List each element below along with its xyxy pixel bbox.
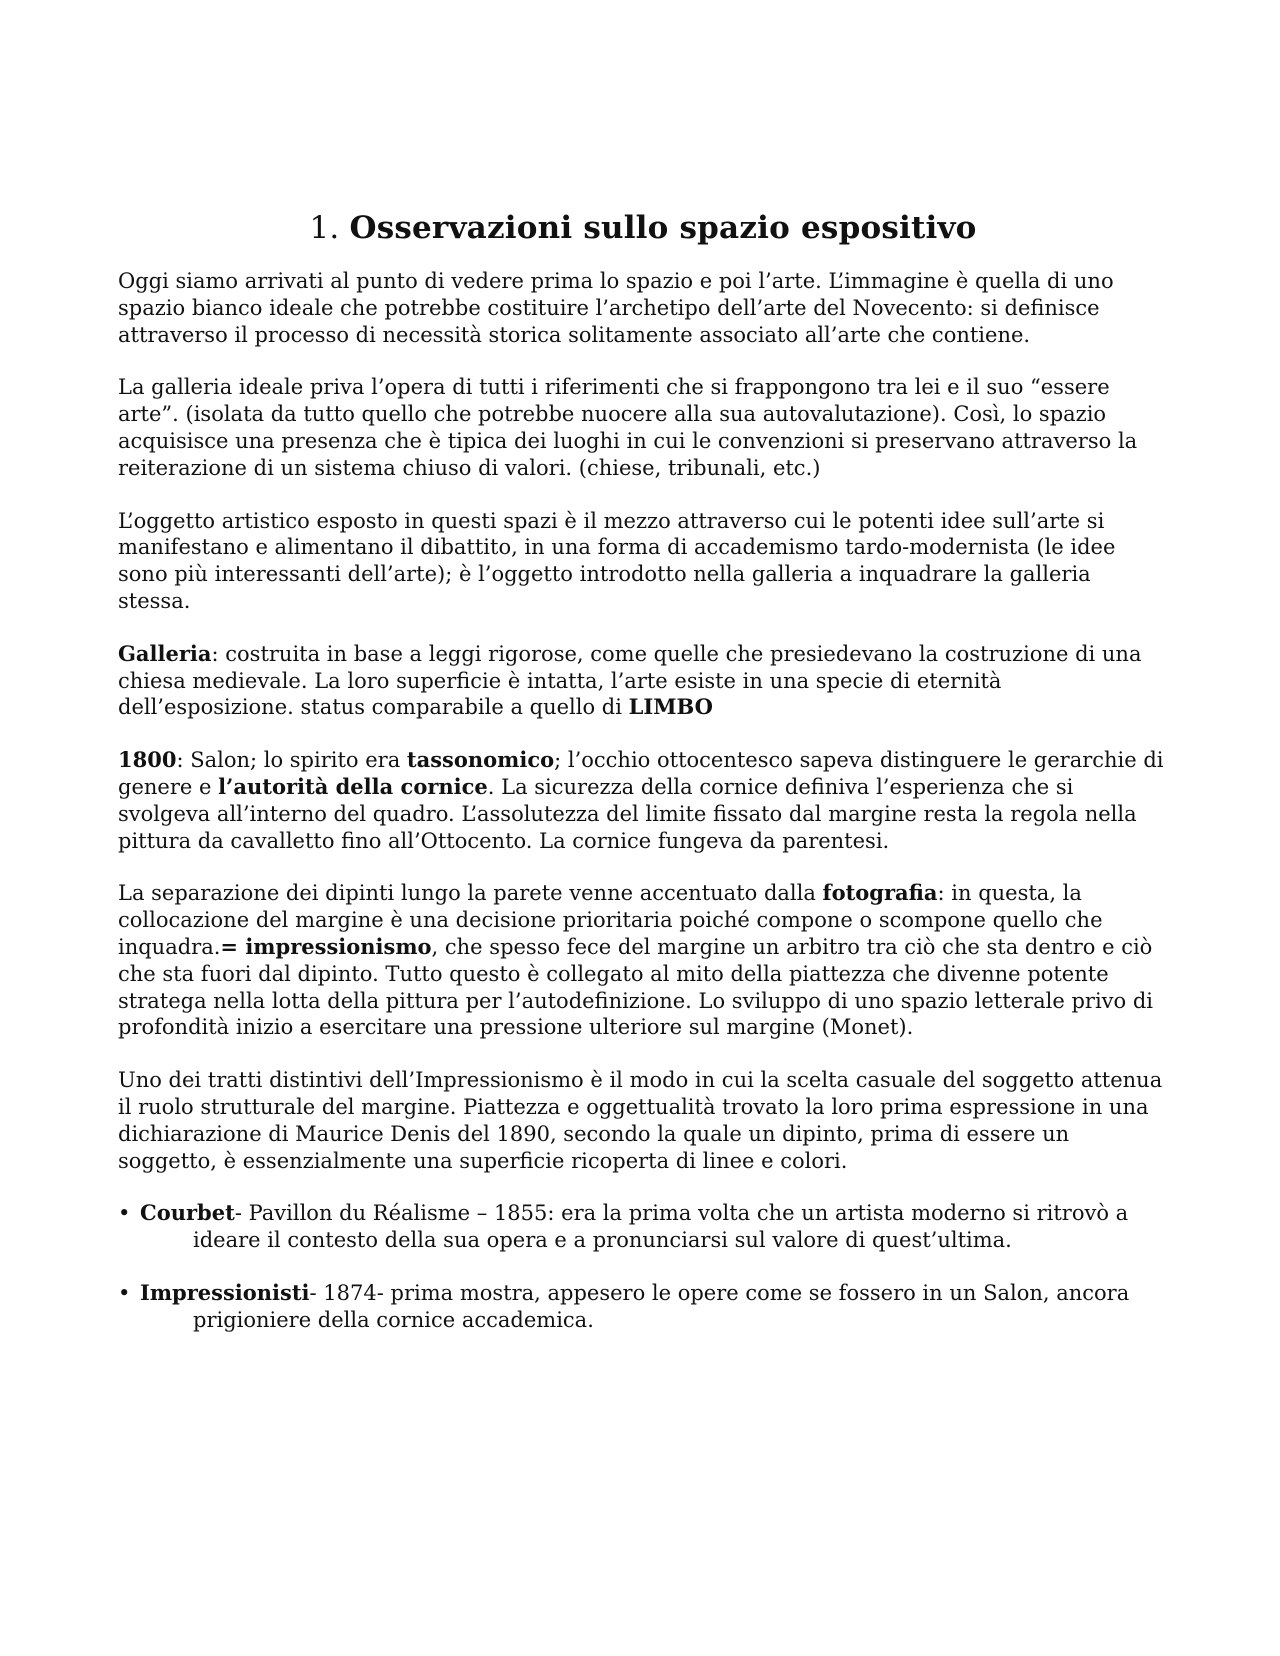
text-run: La separazione dei dipinti lungo la parete venne accentuato dalla xyxy=(118,881,823,906)
text-run: , che spesso fece del margine un arbitro tra ciò che sta dentro e ciò che sta fuori dal dipinto. Tutto questo è collegato al mito della piattezza che divenne potente stratega nella lotta della pittura per l’autodefinizione. Lo sviluppo di uno spazio letterale privo di profondità inizio a esercitare una pressione ulteriore sul margine (Monet). xyxy=(118,934,1154,1040)
bullet-marker: • xyxy=(118,1201,131,1226)
text-run: La galleria ideale priva l’opera di tutti i riferimenti che si frappongono tra lei e il suo “essere arte”. (isolata da tutto quello che potrebbe nuocere alla sua autovalutazione). Così, lo spazio acquisisce una presenza che è tipica dei luoghi in cui le convenzioni si preservano attraverso la reiterazione di un sistema chiuso di valori. (chiese, tribunali, etc.) xyxy=(118,375,1138,480)
text-run: Uno dei tratti distintivi dell’Impressionismo è il modo in cui la scelta casuale del soggetto attenua il ruolo strutturale del margine. Piattezza e oggettualità trovato la loro prima espressione in una dichiarazione di Maurice Denis del 1890, secondo la quale un dipinto, prima di essere un soggetto, è essenzialmente una superficie ricoperta di linee e colori. xyxy=(118,1068,1163,1173)
bold-text: Courbet xyxy=(140,1200,235,1226)
text-run: : costruita in base a leggi rigorose, come quelle che presiedevano la costruzione di una chiesa medievale. La loro superficie è intatta, l’arte esiste in una specie di eternità dell’esposizione. status comparabile a quello di xyxy=(118,641,1142,720)
text-run: L’oggetto artistico esposto in questi spazi è il mezzo attraverso cui le potenti idee sull’arte si manifestano e alimentano il dibattito, in una forma di accademismo tardo-modernista (le idee sono più interessanti dell’arte); è l’oggetto introdotto nella galleria a inquadrare la galleria stessa. xyxy=(118,508,1116,613)
bold-text: tassonomico xyxy=(406,747,555,773)
bold-text: LIMBO xyxy=(628,694,713,720)
bold-text: fotografia xyxy=(822,880,938,906)
paragraph xyxy=(118,1067,1168,1174)
bold-text: 1800 xyxy=(118,747,177,773)
text-run: - Pavillon du Réalisme – 1855: era la prima volta che un artista moderno si ritrovò a ideare il contesto della sua opera e a pronunciarsi sul valore di quest’ultima. xyxy=(193,1201,1129,1253)
text-run: : in questa, la collocazione del margine è una decisione prioritaria poiché compone o scompone quello che inquadra. xyxy=(118,881,1103,959)
bold-text: Impressionisti xyxy=(140,1279,310,1305)
bullet-list xyxy=(118,1200,1168,1333)
text-run: ; l’occhio ottocentesco sapeva distinguere le gerarchie di genere e xyxy=(118,748,1164,799)
page-title xyxy=(118,208,1168,248)
text-run: . La sicurezza della cornice definiva l’esperienza che si svolgeva all’interno del quadro. L’assolutezza del limite fissato dal margine resta la regola nella pittura da cavalletto fino all’Ottocento. La cornice fungeva da parentesi. xyxy=(118,774,1137,853)
title-text: Osservazioni sullo spazio espositivo xyxy=(349,210,977,246)
paragraph xyxy=(118,508,1168,615)
bullet-item xyxy=(118,1280,1168,1334)
title-number: 1. xyxy=(309,210,340,246)
text-run: : Salon; lo spirito era xyxy=(176,748,407,773)
paragraph xyxy=(118,374,1168,481)
paragraph xyxy=(118,747,1168,854)
bold-text: Galleria xyxy=(118,640,212,666)
bullet-item xyxy=(118,1200,1168,1254)
paragraph xyxy=(118,880,1168,1041)
text-run: Oggi siamo arrivati al punto di vedere prima lo spazio e poi l’arte. L’immagine è quella di uno spazio bianco ideale che potrebbe costituire l’archetipo dell’arte del Novecento: si definisce attraverso il processo di necessità storica solitamente associato all’arte che contiene. xyxy=(118,269,1114,347)
bullet-marker: • xyxy=(118,1280,131,1305)
bold-text: l’autorità della cornice xyxy=(218,773,488,799)
paragraph xyxy=(118,641,1168,721)
paragraph xyxy=(118,268,1168,348)
text-run: - 1874- prima mostra, appesero le opere come se fossero in un Salon, ancora prigioniere della cornice accademica. xyxy=(193,1280,1130,1332)
page-content xyxy=(118,208,1168,1360)
bold-text: = impressionismo xyxy=(220,933,432,959)
